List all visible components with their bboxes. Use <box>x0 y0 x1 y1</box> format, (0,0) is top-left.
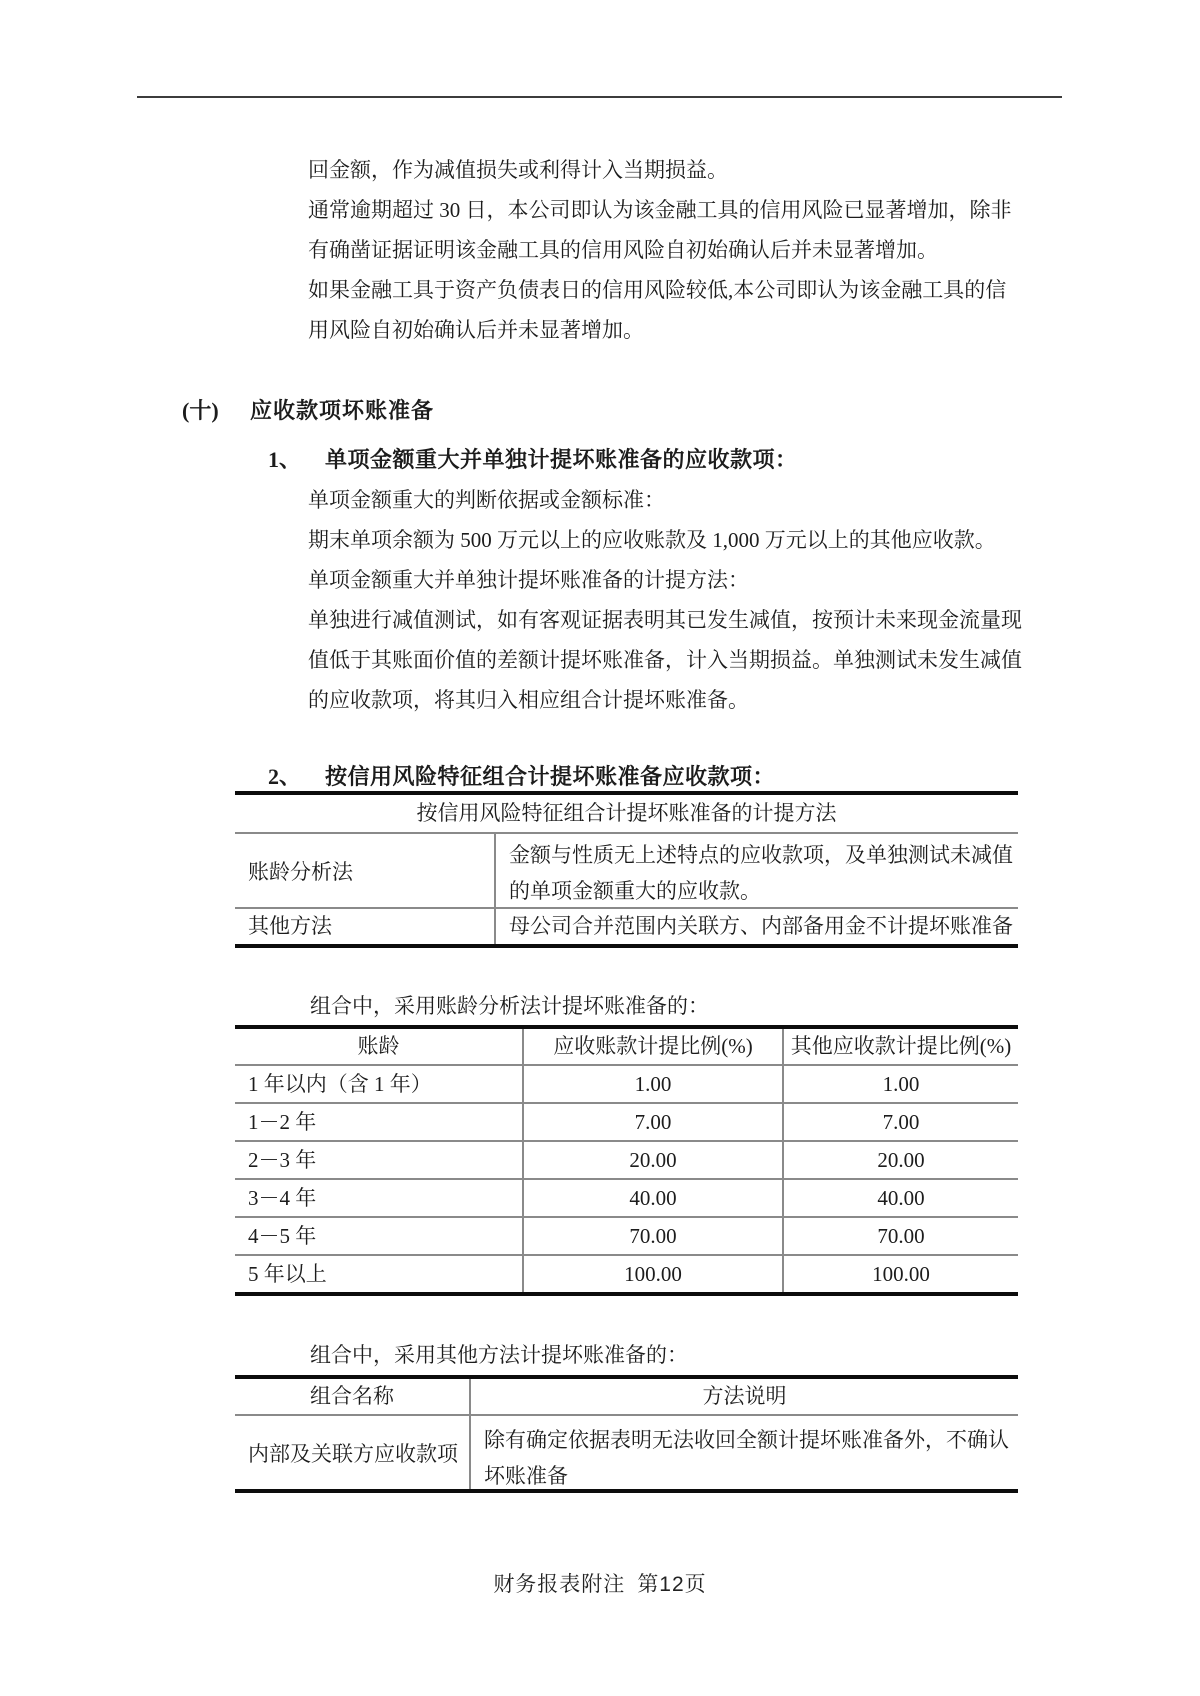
footer-label: 财务报表附注 <box>493 1573 626 1596</box>
method-desc-cell <box>494 834 1018 907</box>
text-line: 单项金额重大的判断依据或金额标准： <box>308 488 665 512</box>
column-header: 其他应收款计提比例(%) <box>782 1029 1018 1064</box>
text-line: 如果金融工具于资产负债表日的信用风险较低,本公司即认为该金融工具的信 <box>308 278 1007 302</box>
subsection-2-number: 2、 <box>268 764 302 789</box>
page-header-rule <box>137 96 1062 98</box>
ratio-cell: 70.00 <box>782 1218 1018 1254</box>
aging-bucket-cell: 1－2 年 <box>248 1110 317 1134</box>
section-number: (十) <box>182 398 219 423</box>
subsection-1-title: 单项金额重大并单独计提坏账准备的应收款项： <box>325 447 798 472</box>
aging-bucket-cell: 2－3 年 <box>248 1148 317 1172</box>
table-row <box>235 1140 1018 1178</box>
text-line: 坏账准备 <box>484 1464 568 1488</box>
table-row <box>235 832 1018 907</box>
ratio-cell: 100.00 <box>522 1256 782 1292</box>
ratio-cell: 7.00 <box>782 1104 1018 1140</box>
ratio-cell: 20.00 <box>522 1142 782 1178</box>
aging-bucket-cell: 1 年以内（含 1 年） <box>248 1072 432 1096</box>
ratio-cell: 40.00 <box>522 1180 782 1216</box>
text-line: 通常逾期超过 30 日，本公司即认为该金融工具的信用风险已显著增加，除非 <box>308 198 1012 222</box>
paragraph-individual-significant <box>308 480 1020 720</box>
text-line: 期末单项余额为 500 万元以上的应收账款及 1,000 万元以上的其他应收款。 <box>308 528 996 552</box>
table-row <box>235 907 1018 944</box>
text-line: 有确凿证据证明该金融工具的信用风险自初始确认后并未显著增加。 <box>308 238 938 262</box>
table-header-row <box>235 1029 1018 1064</box>
ratio-cell: 20.00 <box>782 1142 1018 1178</box>
aging-bucket-cell: 5 年以上 <box>248 1262 327 1286</box>
column-header: 账龄 <box>357 1034 400 1058</box>
table-aging-ratios <box>235 1025 1018 1296</box>
column-header: 组合名称 <box>310 1384 394 1408</box>
paragraph-credit-risk <box>308 150 1020 350</box>
other-method-table-intro: 组合中，采用其他方法计提坏账准备的： <box>310 1343 688 1367</box>
ratio-cell: 1.00 <box>522 1066 782 1102</box>
aging-table-intro: 组合中，采用账龄分析法计提坏账准备的： <box>310 994 709 1018</box>
table-portfolio-method <box>235 791 1018 948</box>
page-footer <box>0 1568 1200 1598</box>
table-span-header: 按信用风险特征组合计提坏账准备的计提方法 <box>416 801 837 825</box>
text-line: 值低于其账面价值的差额计提坏账准备，计入当期损益。单独测试未发生减值 <box>308 648 1022 672</box>
text-line: 用风险自初始确认后并未显著增加。 <box>308 318 644 342</box>
table-other-method <box>235 1375 1018 1493</box>
text-line: 回金额，作为减值损失或利得计入当期损益。 <box>308 158 728 182</box>
table-row <box>235 1178 1018 1216</box>
table-row <box>235 1414 1018 1489</box>
table-row <box>235 1064 1018 1102</box>
footer-page-number: 第12页 <box>637 1573 707 1596</box>
table-row <box>235 1102 1018 1140</box>
table-row <box>235 1216 1018 1254</box>
text-line: 金额与性质无上述特点的应收款项，及单独测试未减值 <box>509 843 1013 867</box>
method-name-cell: 其他方法 <box>248 914 332 938</box>
portfolio-name-cell: 内部及关联方应收款项 <box>248 1441 458 1466</box>
ratio-cell: 1.00 <box>782 1066 1018 1102</box>
table-row <box>235 795 1018 832</box>
text-line: 的单项金额重大的应收款。 <box>509 879 761 903</box>
text-line: 的应收款项，将其归入相应组合计提坏账准备。 <box>308 688 749 712</box>
subsection-2-title: 按信用风险特征组合计提坏账准备应收款项： <box>325 764 776 789</box>
aging-bucket-cell: 4－5 年 <box>248 1224 317 1248</box>
column-header: 方法说明 <box>469 1379 1018 1414</box>
ratio-cell: 7.00 <box>522 1104 782 1140</box>
method-desc-cell: 母公司合并范围内关联方、内部备用金不计提坏账准备 <box>494 909 1018 944</box>
table-row <box>235 1254 1018 1292</box>
column-header: 应收账款计提比例(%) <box>522 1029 782 1064</box>
ratio-cell: 40.00 <box>782 1180 1018 1216</box>
method-name-cell: 账龄分析法 <box>248 859 353 884</box>
text-line: 除有确定依据表明无法收回全额计提坏账准备外，不确认 <box>484 1428 1009 1452</box>
section-title: 应收款项坏账准备 <box>250 398 435 423</box>
ratio-cell: 100.00 <box>782 1256 1018 1292</box>
table-header-row <box>235 1379 1018 1414</box>
ratio-cell: 70.00 <box>522 1218 782 1254</box>
text-line: 单项金额重大并单独计提坏账准备的计提方法： <box>308 568 749 592</box>
subsection-1-number: 1、 <box>268 447 302 472</box>
aging-bucket-cell: 3－4 年 <box>248 1186 317 1210</box>
method-desc-cell <box>469 1416 1018 1489</box>
text-line: 单独进行减值测试，如有客观证据表明其已发生减值，按预计未来现金流量现 <box>308 608 1022 632</box>
